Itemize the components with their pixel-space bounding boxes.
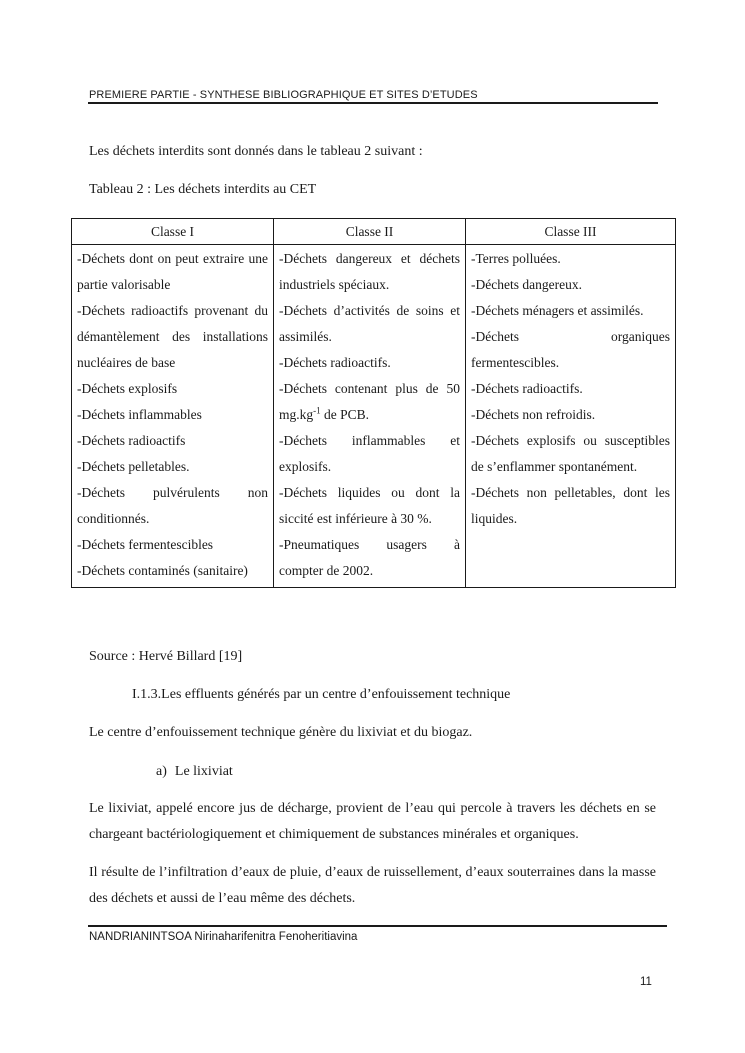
pcb-exponent: -1 (313, 405, 321, 416)
list-item: -Déchets ménagers et assimilés. (471, 303, 644, 318)
list-item: -Déchets radioactifs provenant du démantèlement des installations nucléaires de base (77, 303, 268, 370)
section-heading (132, 682, 510, 708)
list-item: -Déchets fermentescibles (77, 537, 214, 552)
column-classe-3 (466, 245, 676, 588)
table-header-row (72, 219, 676, 245)
list-item: -Déchets contaminés (sanitaire) (77, 563, 248, 578)
header-classe-3: Classe III (466, 219, 676, 245)
table-caption: Tableau 2 : Les déchets interdits au CET (89, 182, 317, 197)
waste-table (71, 218, 676, 588)
list-item: -Déchets pulvérulents non conditionnés. (77, 485, 268, 526)
list-item: -Déchets pelletables. (77, 459, 190, 474)
column-classe-1 (72, 245, 274, 588)
header-classe-2: Classe II (274, 219, 466, 245)
list-item: -Déchets dangereux et déchets industriels spéciaux. (279, 251, 460, 292)
list-item: -Déchets liquides ou dont la siccité est inférieure à 30 %. (279, 485, 460, 526)
list-item: -Pneumatiques usagers à compter de 2002. (279, 537, 460, 578)
footer-rule (88, 925, 667, 927)
running-header: PREMIERE PARTIE - SYNTHESE BIBLIOGRAPHIQUE ET SITES D’ETUDES (89, 89, 478, 101)
pcb-text: -Déchets contenant plus de 50 mg.kg (279, 381, 460, 422)
header-rule (88, 102, 658, 104)
list-item: -Déchets dont on peut extraire une partie valorisable (77, 251, 268, 292)
list-item: -Déchets non pelletables, dont les liquides. (471, 485, 670, 526)
subsection-title: Le lixiviat (174, 764, 233, 779)
list-item: -Déchets radioactifs. (471, 381, 583, 396)
column-classe-2 (274, 245, 466, 588)
list-item: -Terres polluées. (471, 251, 561, 266)
section-title: Les effluents générés par un centre d’enfouissement technique (161, 687, 511, 702)
list-item: -Déchets inflammables et explosifs. (279, 433, 460, 474)
list-item: -Déchets radioactifs. (279, 355, 391, 370)
page-number: 11 (640, 976, 652, 988)
list-item: -Déchets non refroidis. (471, 407, 596, 422)
section-intro: Le centre d’enfouissement technique génère du lixiviat et du biogaz. (89, 725, 473, 740)
list-item: -Déchets organiques fermentescibles. (471, 329, 670, 370)
table-source: Source : Hervé Billard [19] (89, 649, 243, 664)
list-item: -Déchets dangereux. (471, 277, 582, 292)
pcb-text-end: de PCB. (320, 407, 370, 422)
list-item: -Déchets inflammables (77, 407, 202, 422)
list-item-pcb (279, 376, 460, 428)
list-item: -Déchets explosifs ou susceptibles de s’enflammer spontanément. (471, 433, 670, 474)
subsection-heading (156, 759, 233, 785)
table-row (72, 245, 676, 588)
list-item: -Déchets d’activités de soins et assimilés. (279, 303, 460, 344)
list-item: -Déchets radioactifs (77, 433, 186, 448)
footer-author: NANDRIANINTSOA Nirinaharifenitra Fenoheritiavina (89, 931, 358, 943)
section-number: I.1.3. (132, 687, 162, 702)
list-item: -Déchets explosifs (77, 381, 178, 396)
paragraph: Le lixiviat, appelé encore jus de décharge, provient de l’eau qui percole à travers les déchets en se chargeant bactériologiquement et chimiquement de substances minérales et organiques. (89, 801, 656, 842)
paragraph: Il résulte de l’infiltration d’eaux de pluie, d’eaux de ruissellement, d’eaux souterraines dans la masse des déchets et aussi de l’eau même des déchets. (89, 865, 656, 906)
header-classe-1: Classe I (72, 219, 274, 245)
intro-text: Les déchets interdits sont donnés dans le tableau 2 suivant : (89, 144, 423, 159)
subsection-label: a) (156, 764, 167, 779)
